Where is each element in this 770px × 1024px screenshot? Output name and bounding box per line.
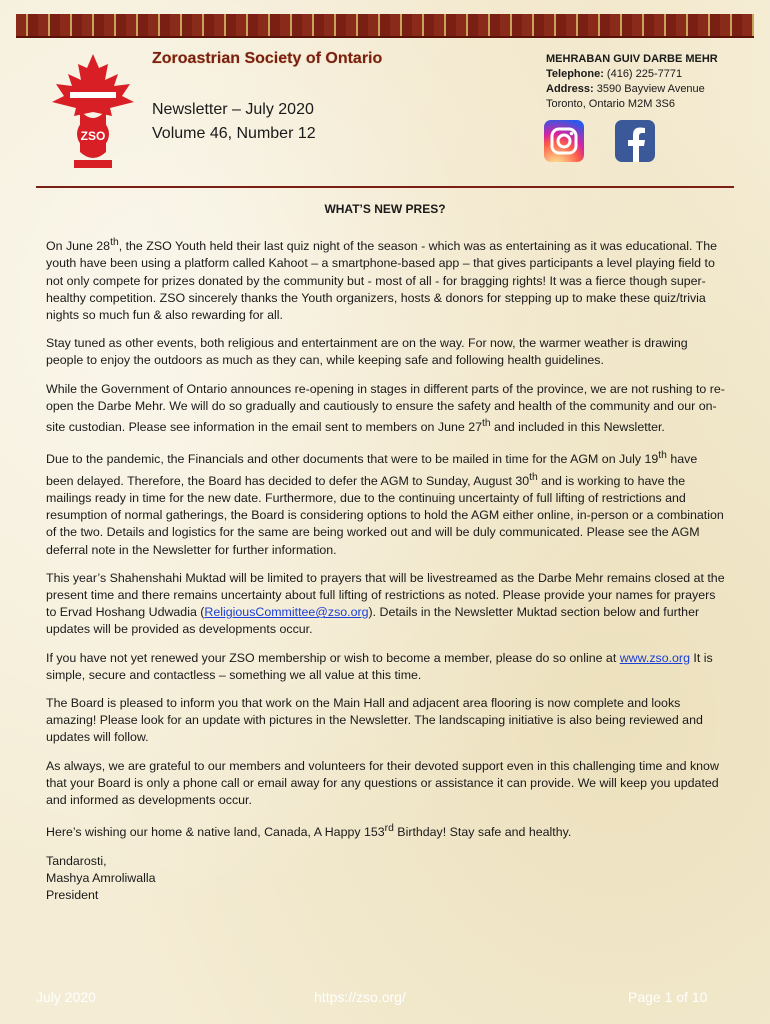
paragraph: This year’s Shahenshahi Muktad will be limited to prayers that will be livestreamed as the Darbe Mehr remains closed at the present time and there remains uncertainty about full lifting of restrictions as noted. Please provide your names for prayers to Ervad Hoshang Udwadia (ReligiousCommittee@zso.org). Details in the Newsletter Muktad section below and further updates will be provided as developments occur. [46, 570, 725, 637]
paragraph: While the Government of Ontario announces re-opening in stages in different parts of the province, we are not rushing to re-open the Darbe Mehr. We will do so gradually and cautiously to ensure the safety and health of the community and our on-site custodian. Please see information in the email sent to members on June 27th and included in this Newsletter. [46, 381, 725, 435]
paragraph: As always, we are grateful to our members and volunteers for their devoted support even in this challenging time and know that your Board is only a phone call or email away for any questions or assistance it can provide. We will keep you updated and informed as developments occur. [46, 758, 719, 807]
signoff-title: President [46, 887, 99, 902]
paragraph: If you have not yet renewed your ZSO membership or wish to become a member, please do so online at www.zso.org It is simple, secure and contactless – something we all value at this time. [46, 650, 713, 682]
telephone-line: Telephone: (416) 225-7771 [546, 68, 683, 80]
paragraph: The Board is pleased to inform you that work on the Main Hall and adjacent area flooring is now complete and looks amazing! Please look for an update with pictures in the Newsletter. The landscaping initiative is also being reviewed and updates will follow. [46, 695, 703, 745]
paragraph: Due to the pandemic, the Financials and other documents that were to be mailed in time for the AGM on July 19th have been delayed. Therefore, the Board has decided to defer the AGM to Sunday, August 30th and is working to have the mailings ready in time for the new date. Furthermore, due to the continuing uncertainty of full lifting of restrictions and resumption of normal gatherings, the Board is considering options to hold the AGM either online, in-person or a combination of the two. Details and logistics for the same are being worked out and will be duly communicated. Please see the AGM deferral note in the Newsletter for further information. [46, 450, 724, 557]
logo-text: ZSO [80, 129, 106, 143]
religious-committee-email-link[interactable]: ReligiousCommittee@zso.org [204, 605, 369, 620]
paragraph: Here’s wishing our home & native land, Canada, A Happy 153rd Birthday! Stay safe and healthy. [46, 823, 572, 840]
address-line: Address: 3590 Bayview Avenue [546, 83, 705, 95]
org-name: Zoroastrian Society of Ontario [152, 50, 383, 67]
section-title: WHAT’S NEW PRES? [324, 202, 446, 216]
instagram-icon[interactable] [544, 120, 584, 162]
newsletter-body [46, 234, 726, 904]
zso-website-link[interactable]: www.zso.org [619, 650, 690, 665]
zso-logo [50, 52, 136, 172]
contact-block [546, 52, 718, 112]
footer-page-number: Page 1 of 10 [628, 989, 708, 1005]
header-divider [36, 186, 734, 188]
signoff-name: Mashya Amroliwalla [46, 870, 156, 885]
facebook-icon[interactable] [615, 120, 655, 162]
signoff [46, 853, 726, 905]
decorative-border-top [16, 14, 754, 38]
address-city: Toronto, Ontario M2M 3S6 [546, 98, 676, 110]
issue-info [152, 98, 316, 146]
volume-number: Volume 46, Number 12 [152, 125, 316, 142]
location-name: MEHRABAN GUIV DARBE MEHR [546, 53, 718, 65]
footer-bar [16, 985, 754, 1009]
footer-url[interactable]: https://zso.org/ [314, 989, 406, 1005]
signoff-greeting: Tandarosti, [46, 853, 107, 868]
newsletter-date: Newsletter – July 2020 [152, 101, 314, 118]
footer-date: July 2020 [36, 989, 96, 1005]
paragraph: On June 28th, the ZSO Youth held their last quiz night of the season - which was as entertaining as it was educational. The youth have been using a platform called Kahoot – a smartphone-based app – that gives participants a level playing field to not only compete for prizes donated by the community but - most of all - for bragging rights! It was a fierce though super-healthy competition. ZSO sincerely thanks the Youth organizers, hosts & donors for stepping up to make these quiz/trivia nights so much fun & also rewarding for all. [46, 237, 718, 322]
paragraph: Stay tuned as other events, both religious and entertainment are on the way. For now, the warmer weather is drawing people to enjoy the outdoors as much as they can, while keeping safe and following health guidelines. [46, 336, 688, 368]
